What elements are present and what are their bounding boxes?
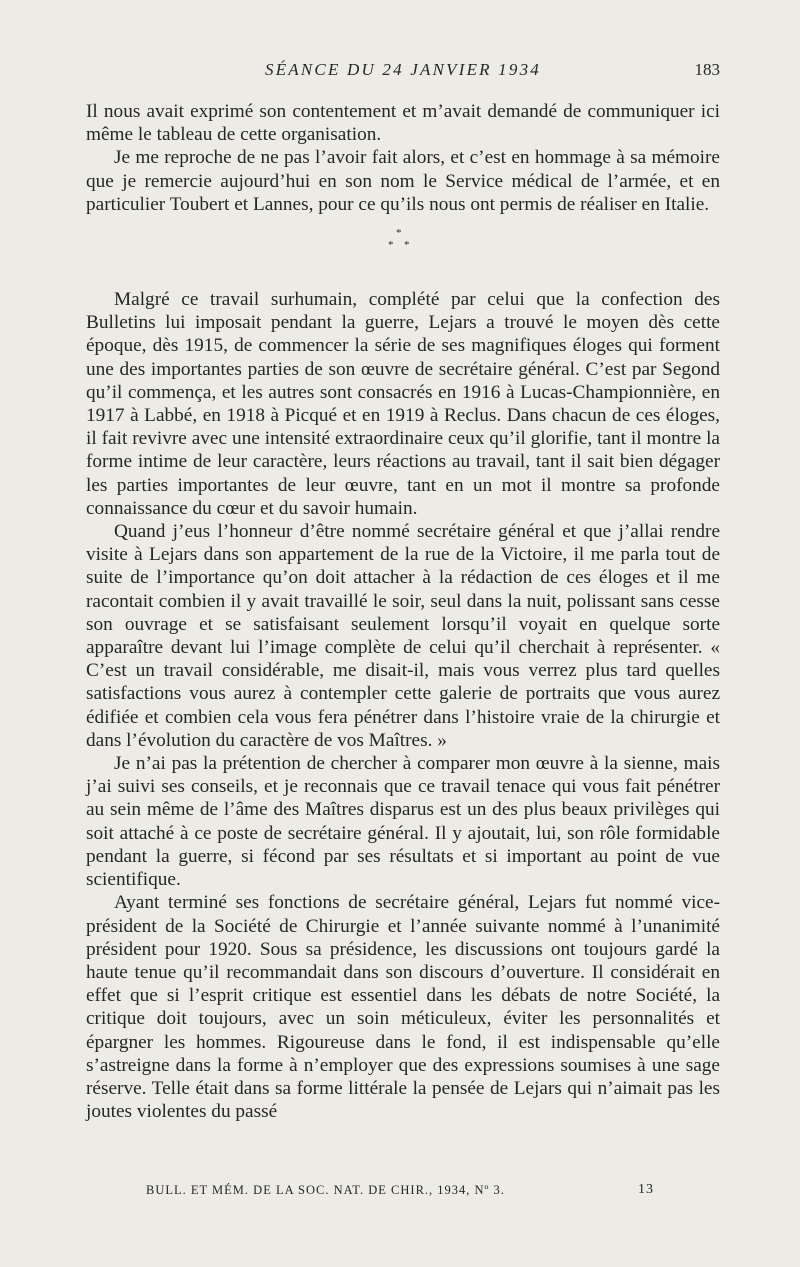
page-number: 183 — [694, 60, 720, 79]
asterism-star: * — [388, 239, 394, 252]
paragraph: Je n’ai pas la prétention de chercher à comparer mon œuvre à la sienne, mais j’ai suivi ses conseils, et je reconnais que ce travail tenace qui vous fait pénétrer au sein même de l’âme des Maîtres disparus est un des plus beaux privilèges qui soit attaché à ce poste de secrétaire général. Il y ajoutait, lui, son rôle formidable pendant la guerre, si fécond par ses résultats et si important au point de vue scientifique. — [86, 753, 720, 891]
running-title: SÉANCE DU 24 JANVIER 1934 — [265, 60, 541, 79]
running-header — [86, 60, 720, 84]
paragraph: Quand j’eus l’honneur d’être nommé secrétaire général et que j’allai rendre visite à Lejars dans son appartement de la rue de la Victoire, il me parla tout de suite de l’importance qu’on doit attacher à la rédaction de ces éloges et il me racontait combien il y avait travaillé le soir, seul dans la nuit, polissant sans cesse son ouvrage et se satisfaisant seulement lorsqu’il voyait en quelque sorte apparaître devant lui l’image complète de celui qu’il cherchait à représenter. « C’est un travail considérable, me disait-il, mais vous verrez plus tard quelles satisfactions vous aurez à contempler cette galerie de portraits que vous aurez édifiée et combien cela vous fera pénétrer dans l’histoire vraie de la chirurgie et dans l’évolution du caractère de vos Maîtres. » — [86, 521, 720, 751]
paragraph: Ayant terminé ses fonctions de secrétaire général, Lejars fut nommé vice-président de la Société de Chirurgie et l’année suivante nommé à l’unanimité président pour 1920. Sous sa présidence, les discussions ont toujours gardé la haute tenue qu’il recommandait dans son discours d’ouverture. Il considérait en effet que si l’esprit critique est essentiel dans les débats de notre Société, la critique doit toujours, avec un soin méticuleux, éviter les personnalités et épargner les hommes. Rigoureuse dans le fond, il est indispensable qu’elle s’astreigne dans la forme à n’employer que des expressions soumises à une sage réserve. Telle était dans sa forme littérale la pensée de Lejars qui n’aimait pas les joutes violentes du passé — [86, 892, 720, 1123]
paragraph: Il nous avait exprimé son contentement et m’avait demandé de communiquer ici même le tableau de cette organisation. — [86, 101, 720, 146]
paragraph: Je me reproche de ne pas l’avoir fait alors, et c’est en hommage à sa mémoire que je remercie aujourd’hui en son nom le Service médical de l’armée, et en particulier Toubert et Lannes, pour ce qu’ils nous ont permis de réaliser en Italie. — [86, 147, 720, 215]
asterism-star: * — [404, 239, 410, 252]
section-asterism — [86, 216, 720, 288]
body-text — [86, 100, 720, 1123]
asterism-star: * — [396, 227, 402, 240]
paragraph: Malgré ce travail surhumain, complété par celui que la confection des Bulletins lui imposait pendant la guerre, Lejars a trouvé le moyen dès cette époque, dès 1915, de commencer la série de ses magnifiques éloges qui forment une des importantes parties de son œuvre de secrétaire général. C’est par Segond qu’il commença, et les autres sont consacrés en 1916 à Lucas-Championnière, en 1917 à Labbé, en 1918 à Picqué et en 1919 à Reclus. Dans chacun de ces éloges, il fait revivre avec une intensité extraordinaire ceux qu’il glorifie, tant il montre la forme intime de leur caractère, leurs réactions au travail, tant il sait bien dégager les parties importantes de leur œuvre, tant en un mot il montre sa profonde connaissance du cœur et du savoir humain. — [86, 289, 720, 519]
signature-mark: 13 — [638, 1182, 654, 1197]
journal-reference: BULL. ET MÉM. DE LA SOC. NAT. DE CHIR., 1934, Nº 3. — [146, 1183, 505, 1197]
page-footer — [86, 1183, 720, 1203]
